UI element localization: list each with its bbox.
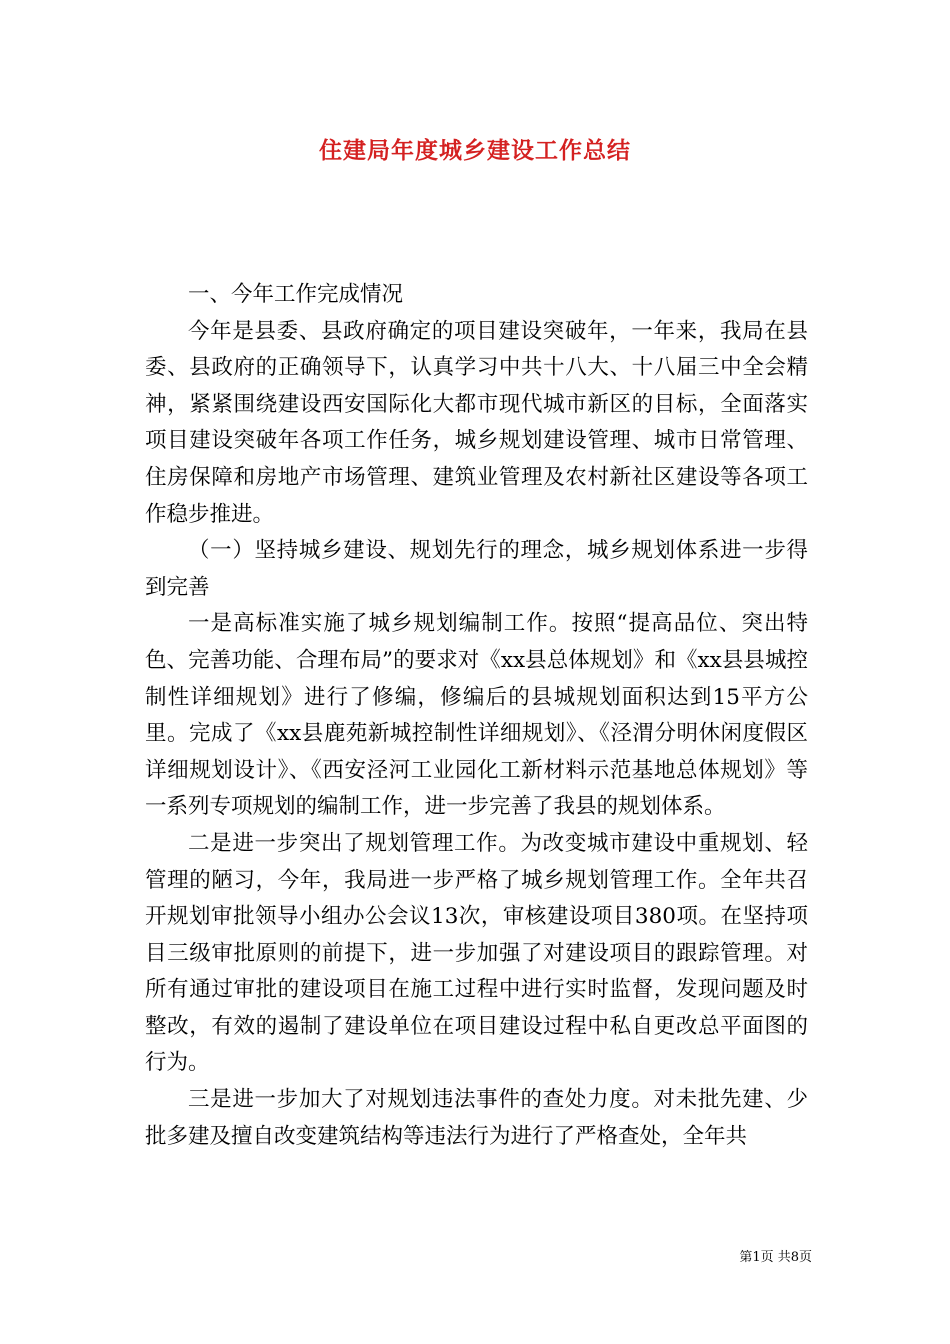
body-paragraph: 一是高标准实施了城乡规划编制工作。按照“提高品位、突出特色、完善功能、合理布局”的要求对《xx县总体规划》和《xx县县城控制性详细规划》进行了修编，修编后的县城规划面积达到15平方公里。完成了《xx县鹿苑新城控制性详细规划》、《泾渭分明休闲度假区详细规划设计》、《西安泾河工业园化工新材料示范基地总体规划》等一系列专项规划的编制工作，进一步完善了我县的规划体系。 <box>145 611 808 820</box>
subsection-heading: （一）坚持城乡建设、规划先行的理念，城乡规划体系进一步得到完善 <box>145 538 808 600</box>
body-paragraph: 二是进一步突出了规划管理工作。为改变城市建设中重规划、轻管理的陋习，今年，我局进一步严格了城乡规划管理工作。全年共召开规划审批领导小组办公会议13次，审核建设项目380项。在坚持项目三级审批原则的前提下，进一步加强了对建设项目的跟踪管理。对所有通过审批的建设项目在施工过程中进行实时监督，发现问题及时整改，有效的遏制了建设单位在项目建设过程中私自更改总平面图的行为。 <box>145 830 808 1076</box>
body-paragraph: 今年是县委、县政府确定的项目建设突破年，一年来，我局在县委、县政府的正确领导下，认真学习中共十八大、十八届三中全会精神，紧紧围绕建设西安国际化大都市现代城市新区的目标，全面落实项目建设突破年各项工作任务，城乡规划建设管理、城市日常管理、住房保障和房地产市场管理、建筑业管理及农村新社区建设等各项工作稳步推进。 <box>145 318 808 527</box>
document-body <box>145 277 808 1155</box>
document-title: 住建局年度城乡建设工作总结 <box>319 137 631 164</box>
body-paragraph: 三是进一步加大了对规划违法事件的查处力度。对未批先建、少批多建及擅自改变建筑结构等违法行为进行了严格查处，全年共 <box>145 1087 808 1149</box>
section-heading: 一、今年工作完成情况 <box>188 282 404 307</box>
page-number: 第1页 共8页 <box>739 1250 812 1265</box>
